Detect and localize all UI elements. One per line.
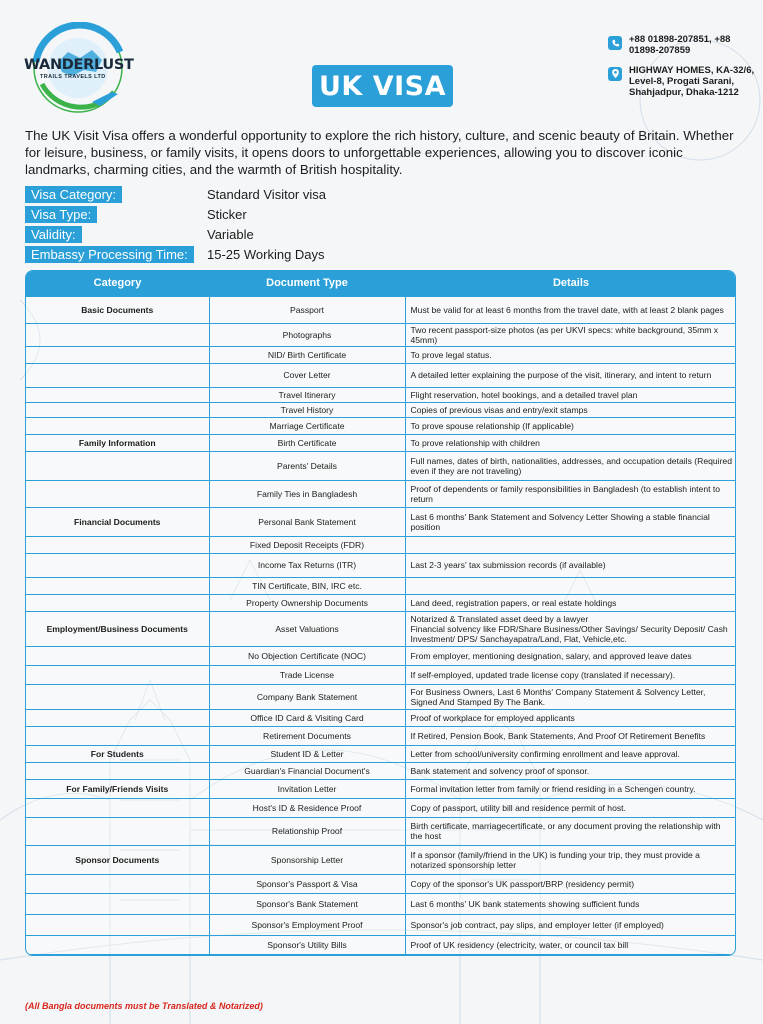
- document-type-cell: Student ID & Letter: [209, 745, 405, 762]
- document-type-cell: Guardian's Financial Document's: [209, 762, 405, 779]
- document-type-cell: Invitation Letter: [209, 779, 405, 798]
- info-value: Sticker: [207, 206, 247, 222]
- details-cell: Flight reservation, hotel bookings, and a detailed travel plan: [405, 387, 736, 402]
- table-row: [26, 817, 736, 845]
- details-cell: Birth certificate, marriagecertificate, or any document proving the relationship with the host: [405, 817, 736, 845]
- category-cell: [26, 762, 209, 779]
- table-row: [26, 611, 736, 646]
- document-type-cell: No Objection Certificate (NOC): [209, 646, 405, 665]
- table-row: [26, 798, 736, 817]
- address: HIGHWAY HOMES, KA-32/6, Level-8, Progati Sarani, Shahjadpur, Dhaka-1212: [629, 65, 755, 98]
- table-row: [26, 451, 736, 480]
- category-cell: [26, 935, 209, 954]
- document-type-cell: Property Ownership Documents: [209, 594, 405, 611]
- document-type-cell: Asset Valuations: [209, 611, 405, 646]
- document-type-cell: Marriage Certificate: [209, 417, 405, 434]
- info-value: 15-25 Working Days: [207, 246, 325, 262]
- table-row: [26, 363, 736, 387]
- category-cell: [26, 665, 209, 684]
- document-type-cell: Office ID Card & Visiting Card: [209, 709, 405, 726]
- table-row: [26, 594, 736, 611]
- document-type-cell: Sponsor's Employment Proof: [209, 914, 405, 935]
- brand-tagline: TRAILS TRAVELS LTD: [40, 74, 106, 80]
- table-row: [26, 779, 736, 798]
- visa-info: [25, 184, 326, 264]
- document-type-cell: Birth Certificate: [209, 434, 405, 451]
- info-label: Visa Type:: [25, 206, 97, 223]
- category-cell: For Family/Friends Visits: [26, 779, 209, 798]
- brand-name: WANDERLUST: [24, 57, 134, 73]
- table-row: [26, 434, 736, 451]
- column-header-details: Details: [405, 271, 736, 296]
- details-cell: From employer, mentioning designation, salary, and approved leave dates: [405, 646, 736, 665]
- category-cell: [26, 346, 209, 363]
- details-cell: Copies of previous visas and entry/exit stamps: [405, 402, 736, 417]
- details-cell: Copy of the sponsor's UK passport/BRP (residency permit): [405, 874, 736, 893]
- table-row: [26, 417, 736, 434]
- details-cell: [405, 536, 736, 553]
- info-label: Embassy Processing Time:: [25, 246, 194, 263]
- details-cell: Proof of dependents or family responsibilities in Bangladesh (to establish intent to return: [405, 480, 736, 507]
- details-cell: Copy of passport, utility bill and residence permit of host.: [405, 798, 736, 817]
- info-row-category: [25, 184, 326, 204]
- category-cell: [26, 709, 209, 726]
- table-row: [26, 893, 736, 914]
- details-cell: Sponsor's job contract, pay slips, and employer letter (if employed): [405, 914, 736, 935]
- details-cell: If Retired, Pension Book, Bank Statements, And Proof Of Retirement Benefits: [405, 726, 736, 745]
- category-cell: For Students: [26, 745, 209, 762]
- details-cell: To prove legal status.: [405, 346, 736, 363]
- category-cell: [26, 893, 209, 914]
- phone-icon: [608, 36, 622, 50]
- phone-row: [608, 34, 758, 56]
- details-cell: Last 6 months' Bank Statement and Solvency Letter Showing a stable financial position: [405, 507, 736, 536]
- table-row: [26, 323, 736, 346]
- document-type-cell: Sponsor's Bank Statement: [209, 893, 405, 914]
- category-cell: [26, 594, 209, 611]
- info-label: Visa Category:: [25, 186, 122, 203]
- table-row: [26, 745, 736, 762]
- details-cell: If self-employed, updated trade license copy (translated if necessary).: [405, 665, 736, 684]
- table-row: [26, 709, 736, 726]
- info-value: Variable: [207, 226, 254, 242]
- info-label: Validity:: [25, 226, 82, 243]
- document-type-cell: Host's ID & Residence Proof: [209, 798, 405, 817]
- document-type-cell: Income Tax Returns (ITR): [209, 553, 405, 577]
- location-pin-icon: [608, 67, 622, 81]
- info-row-validity: [25, 224, 254, 244]
- details-cell: Full names, dates of birth, nationalities, addresses, and occupation details (Required even if they are not traveling): [405, 451, 736, 480]
- category-cell: [26, 402, 209, 417]
- table-row: [26, 553, 736, 577]
- table-row: [26, 726, 736, 745]
- info-value: Standard Visitor visa: [207, 186, 326, 202]
- category-cell: [26, 684, 209, 709]
- table-row: [26, 577, 736, 594]
- category-cell: [26, 798, 209, 817]
- documents-table: [25, 270, 736, 956]
- document-type-cell: Fixed Deposit Receipts (FDR): [209, 536, 405, 553]
- document-type-cell: Photographs: [209, 323, 405, 346]
- intro-paragraph: The UK Visit Visa offers a wonderful opportunity to explore the rich history, culture, and scenic beauty of Britain. Whether for leisure, business, or family visits, it opens doors to unforgettable experiences, allowing you to discover iconic landmarks, charming cities, and the warmth of British hospitality.: [25, 128, 734, 177]
- table-row: [26, 402, 736, 417]
- category-cell: [26, 323, 209, 346]
- document-type-cell: Sponsor's Passport & Visa: [209, 874, 405, 893]
- category-cell: [26, 577, 209, 594]
- document-type-cell: Passport: [209, 296, 405, 323]
- category-cell: [26, 480, 209, 507]
- address-row: [608, 65, 758, 98]
- document-type-cell: Cover Letter: [209, 363, 405, 387]
- document-type-cell: Trade License: [209, 665, 405, 684]
- table-row: [26, 874, 736, 893]
- details-cell: Last 2-3 years' tax submission records (if available): [405, 553, 736, 577]
- table-row: [26, 536, 736, 553]
- document-type-cell: Company Bank Statement: [209, 684, 405, 709]
- table-row: [26, 296, 736, 323]
- details-cell: To prove spouse relationship (If applicable): [405, 417, 736, 434]
- contact-block: [608, 34, 758, 107]
- column-header-category: Category: [26, 271, 209, 296]
- category-cell: [26, 553, 209, 577]
- table-row: [26, 480, 736, 507]
- details-cell: Bank statement and solvency proof of sponsor.: [405, 762, 736, 779]
- table-row: [26, 507, 736, 536]
- table-row: [26, 845, 736, 874]
- category-cell: [26, 417, 209, 434]
- document-type-cell: TIN Certificate, BIN, IRC etc.: [209, 577, 405, 594]
- details-cell: Formal invitation letter from family or friend residing in a Schengen country.: [405, 779, 736, 798]
- details-cell: [405, 577, 736, 594]
- table-row: [26, 914, 736, 935]
- table-row: [26, 387, 736, 402]
- category-cell: [26, 387, 209, 402]
- table-row: [26, 646, 736, 665]
- details-cell: Last 6 months' UK bank statements showing sufficient funds: [405, 893, 736, 914]
- details-cell: To prove relationship with children: [405, 434, 736, 451]
- info-row-processing-time: [25, 244, 325, 264]
- details-cell: Must be valid for at least 6 months from the travel date, with at least 2 blank pages: [405, 296, 736, 323]
- category-cell: Financial Documents: [26, 507, 209, 536]
- document-type-cell: Parents' Details: [209, 451, 405, 480]
- category-cell: [26, 874, 209, 893]
- details-cell: If a sponsor (family/friend in the UK) is funding your trip, they must provide a notarized sponsorship letter: [405, 845, 736, 874]
- details-cell: Proof of workplace for employed applicants: [405, 709, 736, 726]
- category-cell: Sponsor Documents: [26, 845, 209, 874]
- document-type-cell: Personal Bank Statement: [209, 507, 405, 536]
- translation-note: (All Bangla documents must be Translated & Notarized): [25, 1001, 263, 1011]
- document-type-cell: Sponsor's Utility Bills: [209, 935, 405, 954]
- category-cell: [26, 536, 209, 553]
- category-cell: [26, 646, 209, 665]
- document-type-cell: Retirement Documents: [209, 726, 405, 745]
- table-row: [26, 684, 736, 709]
- document-type-cell: Sponsorship Letter: [209, 845, 405, 874]
- category-cell: [26, 451, 209, 480]
- page-title: UK VISA: [312, 65, 453, 107]
- category-cell: [26, 363, 209, 387]
- details-cell: Proof of UK residency (electricity, water, or council tax bill: [405, 935, 736, 954]
- details-cell: Two recent passport-size photos (as per UKVI specs: white background, 35mm x 45mm): [405, 323, 736, 346]
- details-cell: Land deed, registration papers, or real estate holdings: [405, 594, 736, 611]
- table-row: [26, 935, 736, 954]
- table-row: [26, 665, 736, 684]
- category-cell: [26, 817, 209, 845]
- column-header-document-type: Document Type: [209, 271, 405, 296]
- table-header-row: [26, 271, 736, 296]
- details-cell: For Business Owners, Last 6 Months' Company Statement & Solvency Letter, Signed And Stamped By The Bank.: [405, 684, 736, 709]
- phone-numbers: +88 01898-207851, +88 01898-207859: [629, 34, 731, 56]
- category-cell: Employment/Business Documents: [26, 611, 209, 646]
- table-row: [26, 762, 736, 779]
- details-cell: Letter from school/university confirming enrollment and leave approval.: [405, 745, 736, 762]
- category-cell: [26, 726, 209, 745]
- document-type-cell: NID/ Birth Certificate: [209, 346, 405, 363]
- category-cell: Family Information: [26, 434, 209, 451]
- document-type-cell: Family Ties in Bangladesh: [209, 480, 405, 507]
- details-cell: Notarized & Translated asset deed by a lawyer Financial solvency like FDR/Share Business/Other Savings/ Security Deposit/ Cash Investment/ DPS/ Sanchayapatra/Land, Flat, Vehicle,etc.: [405, 611, 736, 646]
- document-type-cell: Travel History: [209, 402, 405, 417]
- details-cell: A detailed letter explaining the purpose of the visit, itinerary, and intent to return: [405, 363, 736, 387]
- category-cell: Basic Documents: [26, 296, 209, 323]
- category-cell: [26, 914, 209, 935]
- table-row: [26, 346, 736, 363]
- document-type-cell: Travel Itinerary: [209, 387, 405, 402]
- info-row-type: [25, 204, 247, 224]
- document-type-cell: Relationship Proof: [209, 817, 405, 845]
